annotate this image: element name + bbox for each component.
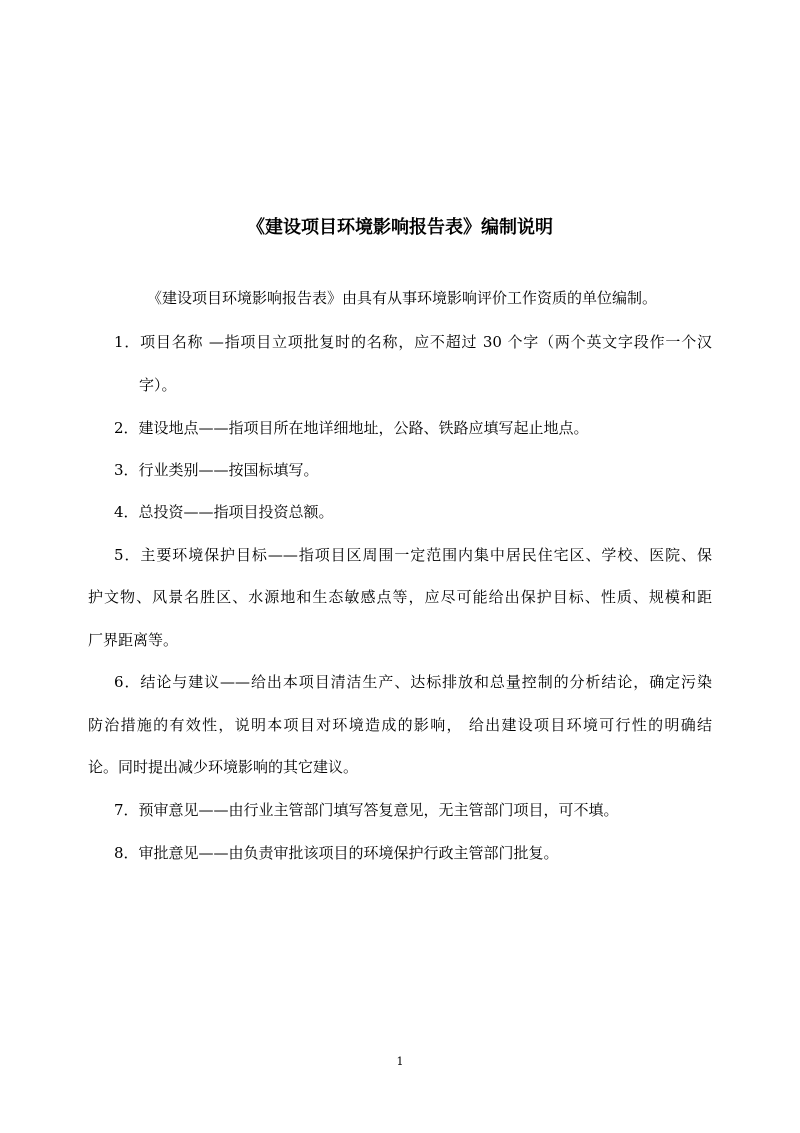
item-2-line-1: 2．建设地点——指项目所在地详细地址，公路、铁路应填写起止地点。 <box>114 419 589 437</box>
item-1-line-1: 1．项目名称 —指项目立项批复时的名称，应不超过 30 个字（两个英文字段作一个汉 <box>114 333 712 351</box>
item-8-line-1: 8．审批意见——由负责审批该项目的环境保护行政主管部门批复。 <box>114 844 559 862</box>
item-5-line-1: 5．主要环境保护目标——指项目区周围一定范围内集中居民住宅区、学校、医院、保 <box>114 546 712 564</box>
item-3-line-1: 3．行业类别——按国标填写。 <box>114 461 319 479</box>
item-4-line-1: 4．总投资——指项目投资总额。 <box>114 503 334 521</box>
item-7-line-1: 7．预审意见——由行业主管部门填写答复意见，无主管部门项目，可不填。 <box>114 801 619 819</box>
item-1-line-2: 字）。 <box>139 376 177 394</box>
item-6-line-1: 6．结论与建议——给出本项目清洁生产、达标排放和总量控制的分析结论，确定污染 <box>114 673 712 691</box>
page-title: 《建设项目环境影响报告表》编制说明 <box>247 217 553 238</box>
item-6-line-2: 防治措施的有效性，说明本项目对环境造成的影响， 给出建设项目环境可行性的明确结 <box>88 716 712 734</box>
item-5-line-2: 护文物、风景名胜区、水源地和生态敏感点等，应尽可能给出保护目标、性质、规模和距 <box>88 588 712 606</box>
intro-paragraph: 《建设项目环境影响报告表》由具有从事环境影响评价工作资质的单位编制。 <box>147 289 658 307</box>
item-6-line-3: 论。同时提出减少环境影响的其它建议。 <box>88 758 359 776</box>
page-number: 1 <box>396 1055 404 1068</box>
item-5-line-3: 厂界距离等。 <box>88 631 179 649</box>
